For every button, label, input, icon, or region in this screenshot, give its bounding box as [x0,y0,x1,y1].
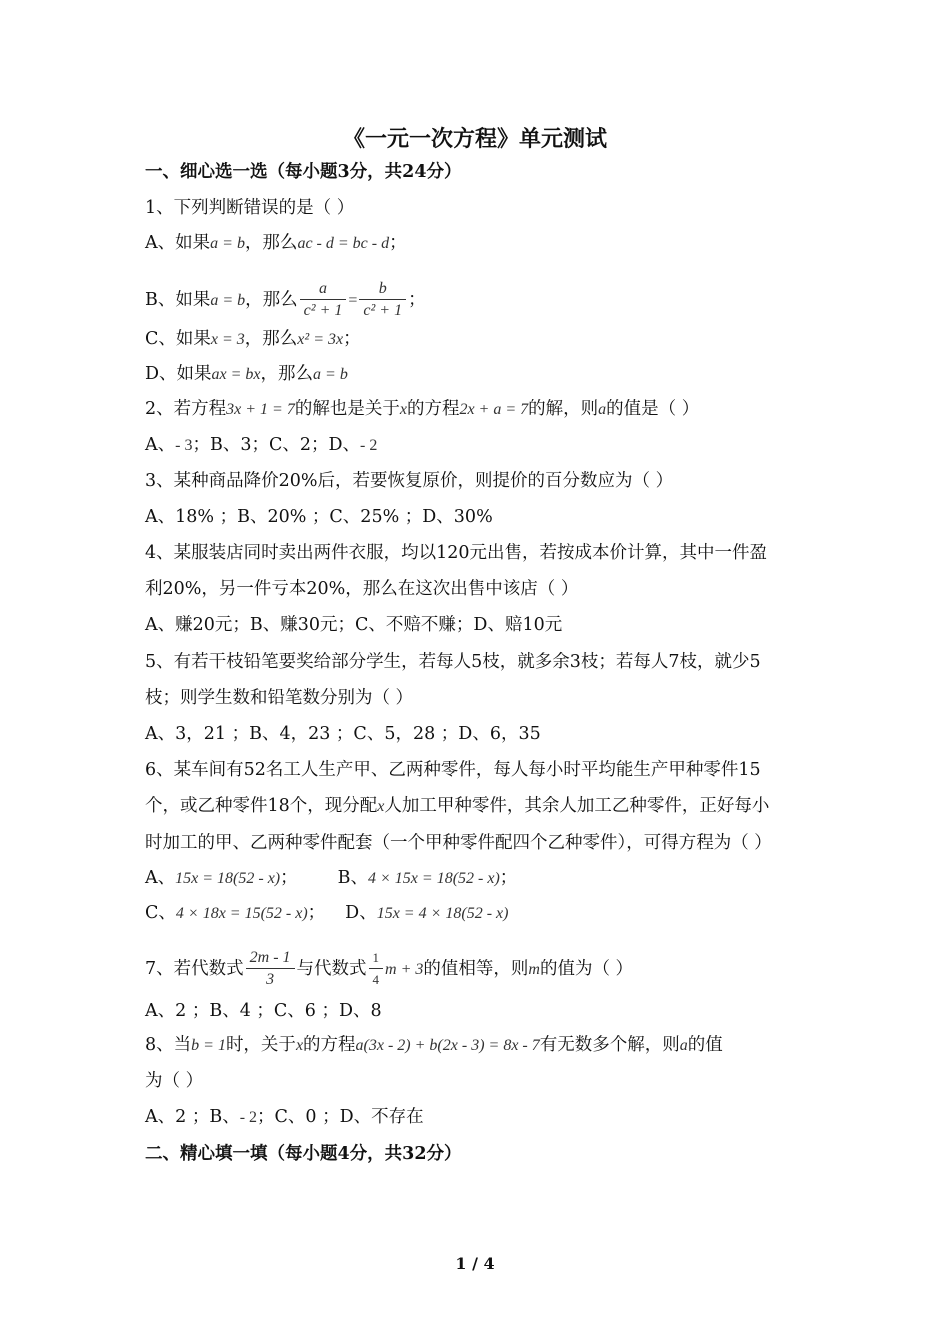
question-8-options: A、2 ；B、- 2；C、0 ；D、不存在 [145,1107,424,1127]
question-6-options-cd: C、4 × 18x = 15(52 - x)； D、15x = 4 × 18(52 - x) [145,903,509,923]
question-5-stem-cont: 枝；则学生数和铅笔数分别为（ ） [145,688,414,708]
question-3-stem: 3、某种商品降价20%后，若要恢复原价，则提价的百分数应为（ ） [145,471,674,491]
question-4-options: A、赚20元；B、赚30元；C、不赔不赚；D、赔10元 [145,615,563,635]
question-4-stem: 4、某服装店同时卖出两件衣服，均以120元出售，若按成本价计算，其中一件盈 [145,543,768,563]
question-3-options: A、18% ；B、20% ；C、25% ；D、30% [145,507,493,527]
question-7-stem: 7、若代数式 $\frac{2m - 1}{3}$ 与代数式 $\frac{1}{4}$ m + 3的值相等，则m的值为（ ） [145,948,810,991]
question-1-stem: 1、下列判断错误的是（ ） [145,198,355,218]
fraction: $\frac{2m - 1}{3}$ [246,948,295,991]
question-7-options: A、2 ；B、4 ；C、6 ；D、8 [145,1001,382,1021]
question-2-options: A、- 3；B、3；C、2；D、- 2 [145,435,378,455]
question-6-options-ab: A、15x = 18(52 - x)； B、4 × 15x = 18(52 - x)； [145,868,518,888]
page-title: 《一元一次方程》单元测试 [342,126,607,152]
question-8-stem: 8、当b = 1时，关于x的方程a(3x - 2) + b(2x - 3) = 8x - 7有无数多个解，则a的值 [145,1035,723,1055]
question-4-stem-cont: 利20%，另一件亏本20%，那么在这次出售中该店（ ） [145,579,579,599]
question-6-stem-cont: 个，或乙种零件18个，现分配x人加工甲种零件，其余人加工乙种零件，正好每小 [145,796,770,816]
section-2-heading: 二、精心填一填（每小题4分，共32分） [145,1144,462,1164]
page-number: 1 / 4 [455,1254,495,1273]
fraction: $\frac{a}{\text{c² + 1}}$ [300,279,347,322]
fraction: $\frac{1}{4}$ [369,948,384,991]
question-1-option-a: A、如果a = b，那么ac - d = bc - d； [145,233,407,253]
question-6-stem-cont-2: 时加工的甲、乙两种零件配套（一个甲种零件配四个乙种零件），可得方程为（ ） [145,833,772,853]
question-8-stem-cont: 为（ ） [145,1071,204,1091]
question-1-option-d: D、如果ax = bx，那么a = b [145,364,348,384]
question-5-options: A、3，21 ；B、4，23 ；C、5，28 ；D、6，35 [145,724,541,744]
section-1-heading: 一、细心选一选（每小题3分，共24分） [145,162,462,182]
question-1-option-c: C、如果x = 3，那么x² = 3x； [145,329,361,349]
question-2-stem: 2、若方程3x + 1 = 7的解也是关于x的方程2x + a = 7的解，则a的值是（ ） [145,399,700,419]
fraction: $\frac{b}{\text{c² + 1}}$ [359,279,406,322]
question-1-option-b: B、如果a = b，那么 $\frac{a}{\text{c² + 1}}$ = $\frac{b}{\text{c² + 1}}$ ； [145,279,810,322]
question-5-stem: 5、有若干枝铅笔要奖给部分学生，若每人5枝，就多余3枝；若每人7枝，就少5 [145,652,761,672]
question-6-stem: 6、某车间有52名工人生产甲、乙两种零件，每人每小时平均能生产甲种零件15 [145,760,761,780]
